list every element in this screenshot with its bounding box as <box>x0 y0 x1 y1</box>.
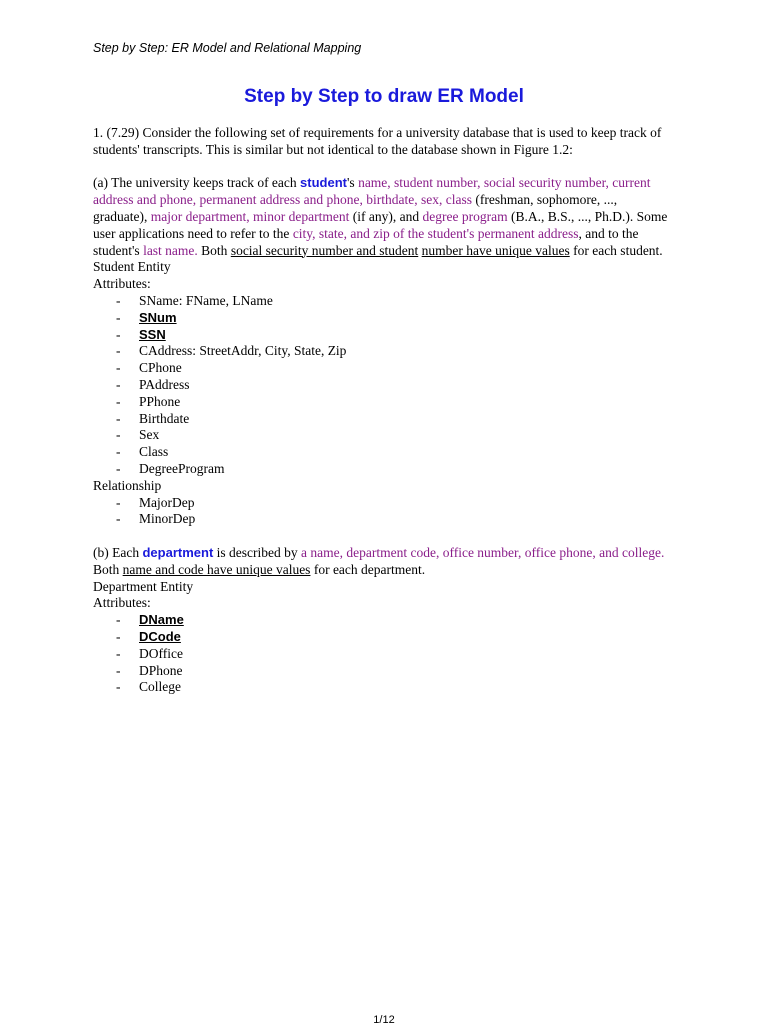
student-attributes-list <box>93 293 673 478</box>
list-item: - DPhone <box>93 663 673 680</box>
list-item: - DegreeProgram <box>93 461 673 478</box>
primary-key-snum: SNum <box>139 309 177 325</box>
document-body <box>93 125 673 696</box>
list-item: - SName: FName, LName <box>93 293 673 310</box>
list-item <box>93 310 673 327</box>
intro-paragraph: 1. (7.29) Consider the following set of requirements for a university database that is used to keep track of students' transcripts. This is similar but not identical to the database shown in Figure 1.2: <box>93 125 662 157</box>
list-item <box>93 629 673 646</box>
list-item: - DOffice <box>93 646 673 663</box>
list-item: - CAddress: StreetAddr, City, State, Zip <box>93 343 673 360</box>
primary-key-ssn: SSN <box>139 326 166 342</box>
department-entity-heading: Department Entity <box>93 578 194 594</box>
part-b-paragraph: (b) Each department is described by a name, department code, office number, office phone, and college. Both name and code have unique values for each department. <box>93 544 665 577</box>
list-item: - Birthdate <box>93 411 673 428</box>
page-title: Step by Step to draw ER Model <box>244 86 524 107</box>
list-item: - Sex <box>93 427 673 444</box>
entity-department: department <box>142 544 214 560</box>
list-item: - PAddress <box>93 377 673 394</box>
page-number: 1/12 <box>373 1014 395 1026</box>
list-item: - College <box>93 679 673 696</box>
list-item: - PPhone <box>93 394 673 411</box>
part-a-paragraph: (a) The university keeps track of each student's name, student number, social security number, current address and phone, permanent address and phone, birthdate, sex, class (freshman, sophomore, ..., graduate), major department, minor department (if any), and degree program (B.A., B.S., ..., Ph.D.). Some user applications need to refer to the city, state, and zip of the student's permanent address, and to the student's last name. Both social security number and student number have unique values for each student. <box>93 175 668 258</box>
list-item: - CPhone <box>93 360 673 377</box>
department-attributes-label: Attributes: <box>93 595 151 611</box>
page-header: Step by Step: ER Model and Relational Mapping <box>93 41 362 55</box>
list-item <box>93 612 673 629</box>
relationship-list <box>93 495 673 529</box>
list-item: - MinorDep <box>93 511 673 528</box>
list-item <box>93 327 673 344</box>
department-attributes-list <box>93 612 673 696</box>
primary-key-dcode: DCode <box>139 628 181 644</box>
entity-student: student <box>300 175 347 191</box>
student-entity-heading: Student Entity <box>93 259 171 275</box>
student-attributes-label: Attributes: <box>93 276 151 292</box>
list-item: - MajorDep <box>93 495 673 512</box>
relationship-label: Relationship <box>93 477 162 493</box>
list-item: - Class <box>93 444 673 461</box>
primary-key-dname: DName <box>139 612 184 628</box>
